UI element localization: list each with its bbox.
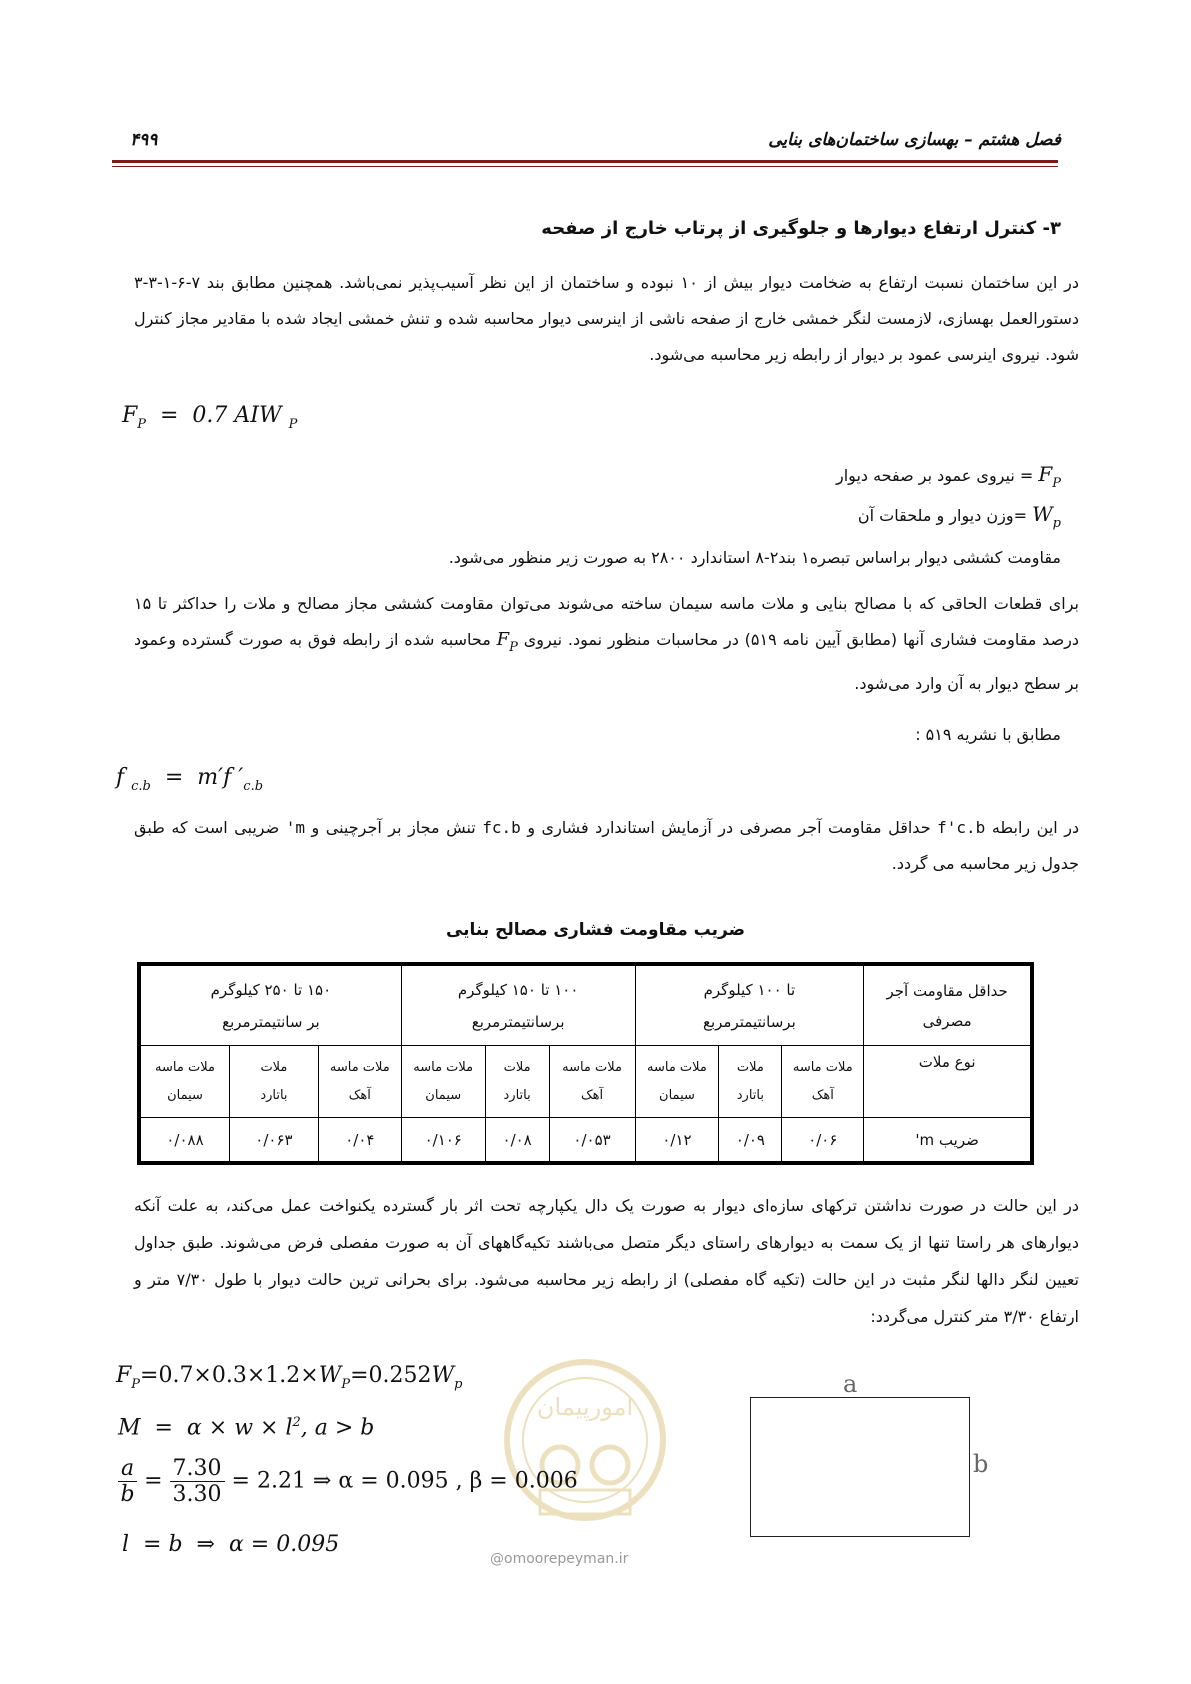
wall-diagram-box bbox=[750, 1397, 970, 1537]
mortar-3-2: ملات باتارد bbox=[229, 1046, 318, 1118]
symbol-fprime: f'c.b bbox=[937, 818, 986, 837]
row-header-mortar: نوع ملات bbox=[864, 1046, 1031, 1118]
mortar-1-3: ملات ماسه سیمان bbox=[635, 1046, 719, 1118]
equation-2: $M = \alpha \times w \times l^2$, a > b bbox=[118, 1415, 375, 1441]
paragraph-3 bbox=[134, 586, 1079, 702]
value-cell: ۰/۰۶ bbox=[782, 1118, 864, 1162]
def-wp-text: =وزن دیوار و ملحقات آن bbox=[857, 506, 1028, 525]
header-rule-thin bbox=[112, 166, 1058, 167]
value-cell: ۰/۰۹ bbox=[719, 1118, 782, 1162]
watermark-logo-text: امورپیمان bbox=[536, 1393, 634, 1421]
table-row-values bbox=[141, 1118, 1031, 1162]
value-cell: ۰/۰۵۳ bbox=[549, 1118, 635, 1162]
group-header-1: تا ۱۰۰ کیلوگرم برسانتیمترمربع bbox=[635, 966, 864, 1046]
table-row-mortar bbox=[141, 1046, 1031, 1118]
row-header-strength: حداقل مقاومت آجر مصرفی bbox=[864, 966, 1031, 1046]
paragraph-4: مطابق با نشریه ۵۱۹ : bbox=[915, 725, 1061, 744]
paragraph-5-part-a: در این رابطه bbox=[991, 818, 1080, 837]
paragraph-5-part-c: تنش مجاز بر آجرچینی و bbox=[311, 818, 476, 837]
definition-wp bbox=[858, 502, 1061, 531]
formula-fcb: f $_{c.b}$ = m′f $'_{c.b}$ bbox=[116, 765, 264, 794]
def-wp-symbol: $W_p$ bbox=[1032, 502, 1061, 531]
coefficient-table bbox=[140, 965, 1031, 1162]
watermark-url: @omoorepeyman.ir bbox=[490, 1551, 629, 1567]
equation-1: $F_P=0.7\times 0.3\times 1.2\times W_P=0.252W_p$ bbox=[116, 1363, 463, 1392]
value-cell: ۰/۰۸ bbox=[485, 1118, 549, 1162]
value-cell: ۰/۰۴ bbox=[318, 1118, 401, 1162]
group-header-3: ۱۵۰ تا ۲۵۰ کیلوگرم بر سانتیمترمربع bbox=[141, 966, 402, 1046]
value-cell: ۰/۱۲ bbox=[635, 1118, 719, 1162]
paragraph-5 bbox=[134, 810, 1079, 882]
paragraph-6: در این حالت در صورت نداشتن ترکهای سازه‌ای دیوار به صورت یک دال یکپارچه تحت اثر بار گسترده یکنواخت عمل می‌کند، به علت آنکه دیوارهای هر راستا تنها از یک سمت به دیوارهای راستای دیگر متصل می‌باشند تکیه‌گاههای آن به صورت مفصلی فرض می‌شوند. طبق جداول تعیین لنگر دالها لنگر مثبت در این حالت (تکیه گاه مفصلی) از رابطه زیر محاسبه می‌شود. برای بحرانی ترین حالت دیوار با طول ۷/۳۰ متر و ارتفاع ۳/۳۰ متر کنترل می‌گردد: bbox=[134, 1196, 1079, 1326]
paragraph-1: در این ساختمان نسبت ارتفاع به ضخامت دیوار بیش از ۱۰ نبوده و ساختمان از این نظر آسیب‌پذیر نمی‌باشد. همچنین مطابق بند ۷-۶-۱-۳-۳ دستورالعمل بهسازی، لازمست لنگر خمشی خارج از صفحه ناشی از اینرسی دیوار محاسبه شده و تنش خمشی ایجاد شده با مقادیر مجاز کنترل شود. نیروی اینرسی عمود بر دیوار از رابطه زیر محاسبه می‌شود. bbox=[134, 273, 1079, 364]
mortar-3-3: ملات ماسه سیمان bbox=[141, 1046, 230, 1118]
coefficient-table-wrapper bbox=[137, 962, 1034, 1165]
mortar-2-1: ملات ماسه آهک bbox=[549, 1046, 635, 1118]
chapter-title: فصل هشتم – بهسازی ساختمان‌های بنایی bbox=[768, 130, 1061, 150]
def-fp-symbol: $F_P$ bbox=[1038, 462, 1061, 491]
row-header-coef: ضریب m' bbox=[864, 1118, 1031, 1162]
mortar-1-1: ملات ماسه آهک bbox=[782, 1046, 864, 1118]
watermark-logo-icon bbox=[500, 1345, 670, 1545]
section-title: ۳- کنترل ارتفاع دیوارها و جلوگیری از پرتاب خارج از صفحه bbox=[541, 218, 1061, 239]
table-title: ضریب مقاومت فشاری مصالح بنایی bbox=[445, 920, 746, 940]
page-number: ۴۹۹ bbox=[130, 130, 158, 150]
mortar-2-3: ملات ماسه سیمان bbox=[401, 1046, 485, 1118]
symbol-fp-inline: $F_P$ bbox=[496, 629, 518, 655]
paragraph-3-part-b: محاسبه شده از رابطه فوق به صورت گسترده وعمود بر سطح دیوار به آن وارد می‌شود. bbox=[134, 630, 1079, 693]
table-row-header bbox=[141, 966, 1031, 1046]
group-header-2: ۱۰۰ تا ۱۵۰ کیلوگرم برسانتیمترمربع bbox=[401, 966, 635, 1046]
value-cell: ۰/۰۶۳ bbox=[229, 1118, 318, 1162]
diagram-label-b: b bbox=[973, 1450, 989, 1478]
paragraph-2: مقاومت کششی دیوار براساس تبصره۱ بند۲-۸ استاندارد ۲۸۰۰ به صورت زیر منظور می‌شود. bbox=[448, 548, 1061, 567]
paragraph-3-part-a: برای قطعات الحاقی که با مصالح بنایی و ملات ماسه سیمان ساخته می‌شوند می‌توان مقاومت کششی مجاز مصالح و ملات را حداکثر تا ۱۵ درصد مقاومت فشاری آنها (مطابق آیین نامه ۵۱۹) در محاسبات منظور نمود. نیروی bbox=[134, 594, 1080, 649]
value-cell: ۰/۱۰۶ bbox=[401, 1118, 485, 1162]
symbol-m: m' bbox=[285, 818, 305, 837]
definition-fp bbox=[836, 462, 1061, 491]
equation-4: l = b ⇒ α = 0.095 bbox=[122, 1532, 340, 1557]
symbol-f: fc.b bbox=[482, 818, 521, 837]
formula-fp: $F_P = 0.7$ AIW $_P$ bbox=[122, 403, 298, 432]
paragraph-5-part-d: ضریبی است که طبق جدول زیر محاسبه می گردد. bbox=[134, 818, 1079, 873]
mortar-3-1: ملات ماسه آهک bbox=[318, 1046, 401, 1118]
header-rule-thick bbox=[112, 160, 1058, 163]
value-cell: ۰/۰۸۸ bbox=[141, 1118, 230, 1162]
equation-3: $\frac{a}{b}$ = $\frac{7.30}{3.30}$ = 2.21 ⇒ α = 0.095 , β = 0.006 bbox=[118, 1456, 578, 1507]
paragraph-5-part-b: حداقل مقاومت آجر مصرفی در آزمایش استاندارد فشاری و bbox=[527, 818, 931, 837]
mortar-1-2: ملات باتارد bbox=[719, 1046, 782, 1118]
mortar-2-2: ملات باتارد bbox=[485, 1046, 549, 1118]
def-fp-text: = نیروی عمود بر صفحه دیوار bbox=[836, 466, 1034, 485]
diagram-label-a: a bbox=[843, 1370, 858, 1398]
